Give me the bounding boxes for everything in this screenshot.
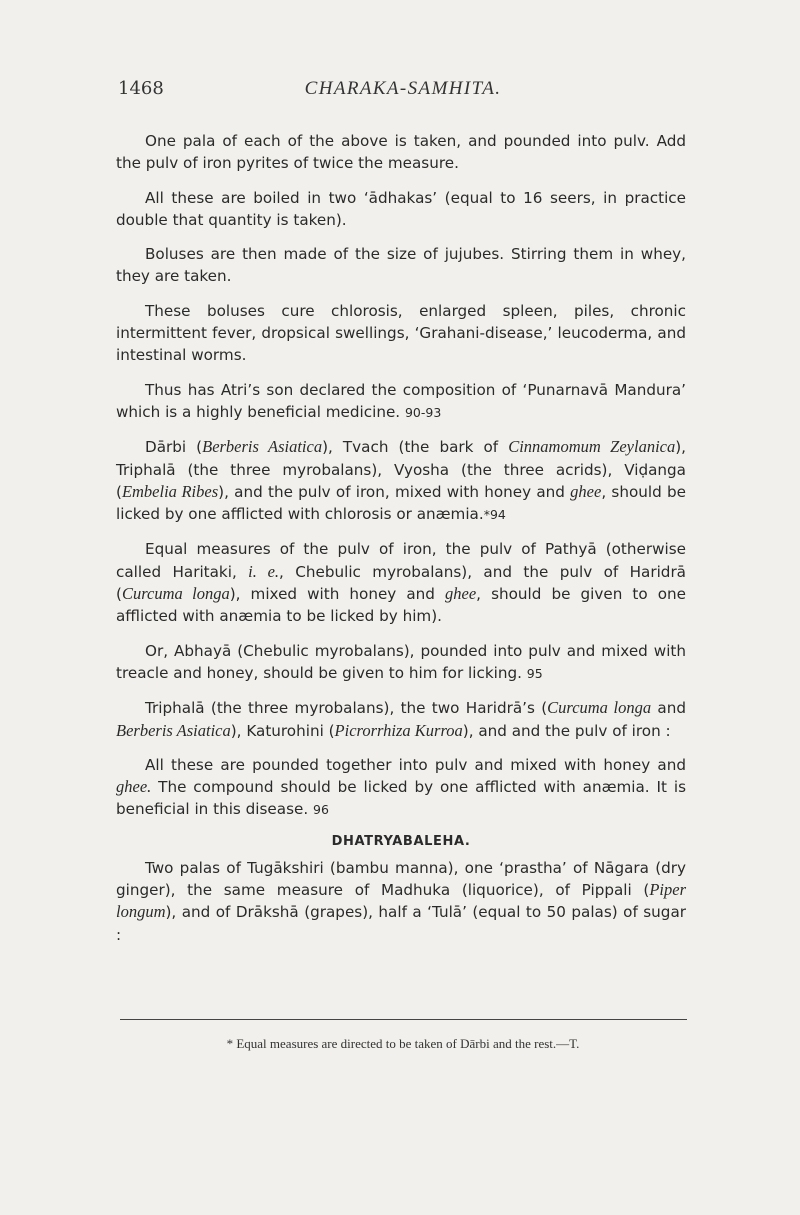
running-title: CHARAKA-SAMHITA.	[304, 78, 502, 99]
verse-number: 95	[526, 665, 543, 681]
paragraph: Dārbi (Berberis Asiatica), Tvach (the bark of Cinnamomum Zeylanica), Triphalā (the three myrobalans), Vyosha (the three acrids), Viḍanga (Embelia Ribes), and the pulv of iron, mixed with honey and ghee, should be licked by one afflicted with chlorosis or anæmia.*94	[116, 437, 686, 524]
page-header	[118, 78, 688, 102]
paragraph: One pala of each of the above is taken, and pounded into pulv. Add the pulv of iron pyrites of twice the measure.	[116, 132, 686, 173]
footnote-divider	[120, 1019, 687, 1020]
paragraph: All these are boiled in two ‘ādhakas’ (equal to 16 seers, in practice double that quantity is taken).	[116, 188, 686, 229]
verse-number: 90-93	[404, 404, 442, 420]
paragraph: Two palas of Tugākshiri (bambu manna), one ‘prastha’ of Nāgara (dry ginger), the same measure of Madhuka (liquorice), of Pippali (Piper longum), and of Drākshā (grapes), half a ‘Tulā’ (equal to 50 palas) of sugar :	[116, 858, 686, 944]
body-text	[116, 130, 686, 958]
paragraph: Triphalā (the three myrobalans), the two Haridrā’s (Curcuma longa and Berberis Asiatica), Katurohini (Picrorrhiza Kurroa), and and the pulv of iron :	[116, 698, 686, 740]
verse-number: *94	[483, 507, 506, 523]
section-heading: DHATRYABALEHA.	[331, 833, 471, 849]
verse-number: 96	[313, 802, 329, 818]
paragraph: Thus has Atri’s son declared the composition of ‘Punarnavā Mandura’ which is a highly beneficial medicine. 90-93	[116, 380, 686, 421]
paragraph: These boluses cure chlorosis, enlarged spleen, piles, chronic intermittent fever, dropsical swellings, ‘Grahani-disease,’ leucoderma, and intestinal worms.	[116, 301, 686, 365]
paragraph: Boluses are then made of the size of jujubes. Stirring them in whey, they are taken.	[116, 245, 686, 286]
paragraph: Equal measures of the pulv of iron, the pulv of Pathyā (otherwise called Haritaki, i. e., Chebulic myrobalans), and the pulv of Haridrā (Curcuma longa), mixed with honey and ghee, should be given to one afflicted with anæmia to be licked by him).	[116, 540, 686, 626]
paragraph: Or, Abhayā (Chebulic myrobalans), pounded into pulv and mixed with treacle and honey, should be given to him for licking. 95	[116, 641, 686, 682]
page-number: 1468	[118, 78, 164, 99]
footnote: * Equal measures are directed to be taken of Dārbi and the rest.—T.	[226, 1036, 580, 1051]
paragraph: All these are pounded together into pulv and mixed with honey and ghee. The compound should be licked by one afflicted with anæmia. It is beneficial in this disease. 96	[116, 755, 686, 819]
